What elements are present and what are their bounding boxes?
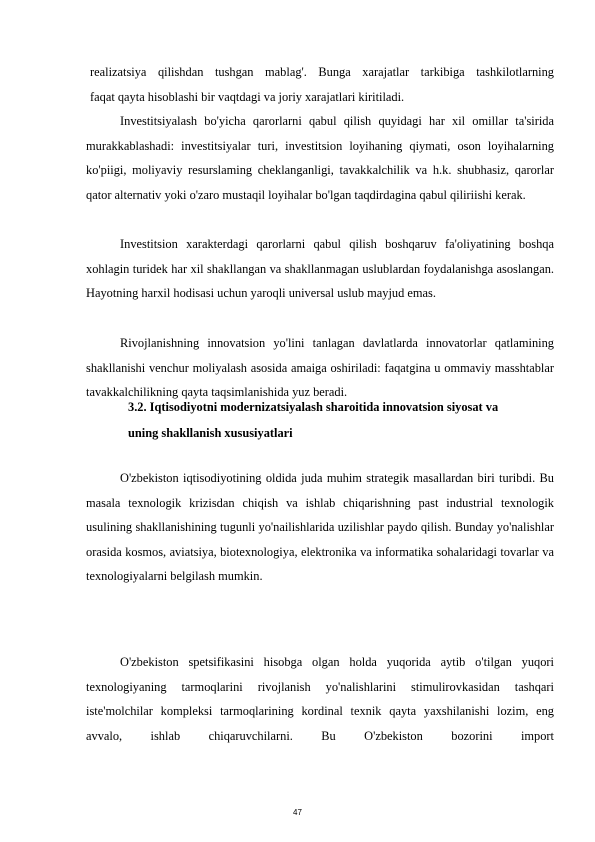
paragraph-text: Investitsiyalash bo'yicha qarorlarni qabul qilish quyidagi har xil omillar ta'sirida murakkablashadi: investitsiyalar turi, investitsion loyihaning qiymati, oson loyihalarning ko'piigi, moliyaviy resurslaming cheklanganligi, tavakkalchilik va h.k. shubhasiz, qarorlar qator alternativ yoki o'zaro mustaqil loyihalar bo'lgan taqdirdagina qabul qiliriishi kerak.: [86, 114, 554, 202]
paragraph-investment-methods: [86, 232, 554, 306]
paragraph-investment-decisions: [86, 109, 554, 207]
section-heading-line: uning shakllanish xususiyatlari: [128, 426, 293, 440]
paragraph-text: O'zbekiston iqtisodiyotining oldida juda muhim strategik masallardan biri turibdi. Bu masala texnologik krizisdan chiqish va ishlab chiqarishning past industrial texnologik usulining shakllanishining tugunli yo'nailishlarida uzilishlar paydo qilish. Bunday yo'nalishlar orasida kosmos, aviatsiya, biotexnologiya, elektronika va informatika sohalaridagi tovarlar va texnologiyalarni belgilash mumkin.: [86, 471, 554, 584]
section-heading-line: 3.2. Iqtisodiyotni modernizatsiyalash sharoitida innovatsion siyosat va: [128, 400, 499, 414]
paragraph-continuation: [90, 60, 554, 109]
paragraph-text: Investitsion xarakterdagi qarorlarni qabul qilish boshqaruv fa'oliyatining boshqa xohlagin turidek har xil shakllangan va shakllanmagan uslublardan foydalanishga asoslangan. Hayotning harxil hodisasi uchun yaroqli universal uslub mayjud emas.: [86, 237, 554, 301]
paragraph-line: realizatsiya qilishdan tushgan mablag'. Bunga xarajatlar tarkibiga tashkilotlarning: [90, 65, 554, 79]
page-number: 47: [293, 808, 302, 817]
paragraph-uzbekistan-specifics: [86, 650, 554, 748]
paragraph-strategic-tasks: [86, 466, 554, 589]
paragraph-text: Rivojlanishning innovatsion yo'lini tanlagan davlatlarda innovatorlar qatlamining shakllanishi venchur moliyalash asosida amaiga oshiriladi: faqatgina u ommaviy masshtablar tavakkalchilikning qayta taqsimlanishida yuz beradi.: [86, 336, 554, 400]
section-heading: [128, 394, 558, 446]
paragraph-text: O'zbekiston spetsifikasini hisobga olgan holda yuqorida aytib o'tilgan yuqori texnologiyaning tarmoqlarini rivojlanish yo'nalishlarini stimulirovkasidan tashqari iste'molchilar kompleksi tarmoqlarining kordinal texnik qayta yaxshilanishi lozim, eng avvalo, ishlab chiqaruvchilarni. Bu O'zbekiston bozorini import: [86, 655, 554, 743]
paragraph-line: faqat qayta hisoblashi bir vaqtdagi va joriy xarajatlari kiritiladi.: [90, 89, 405, 104]
